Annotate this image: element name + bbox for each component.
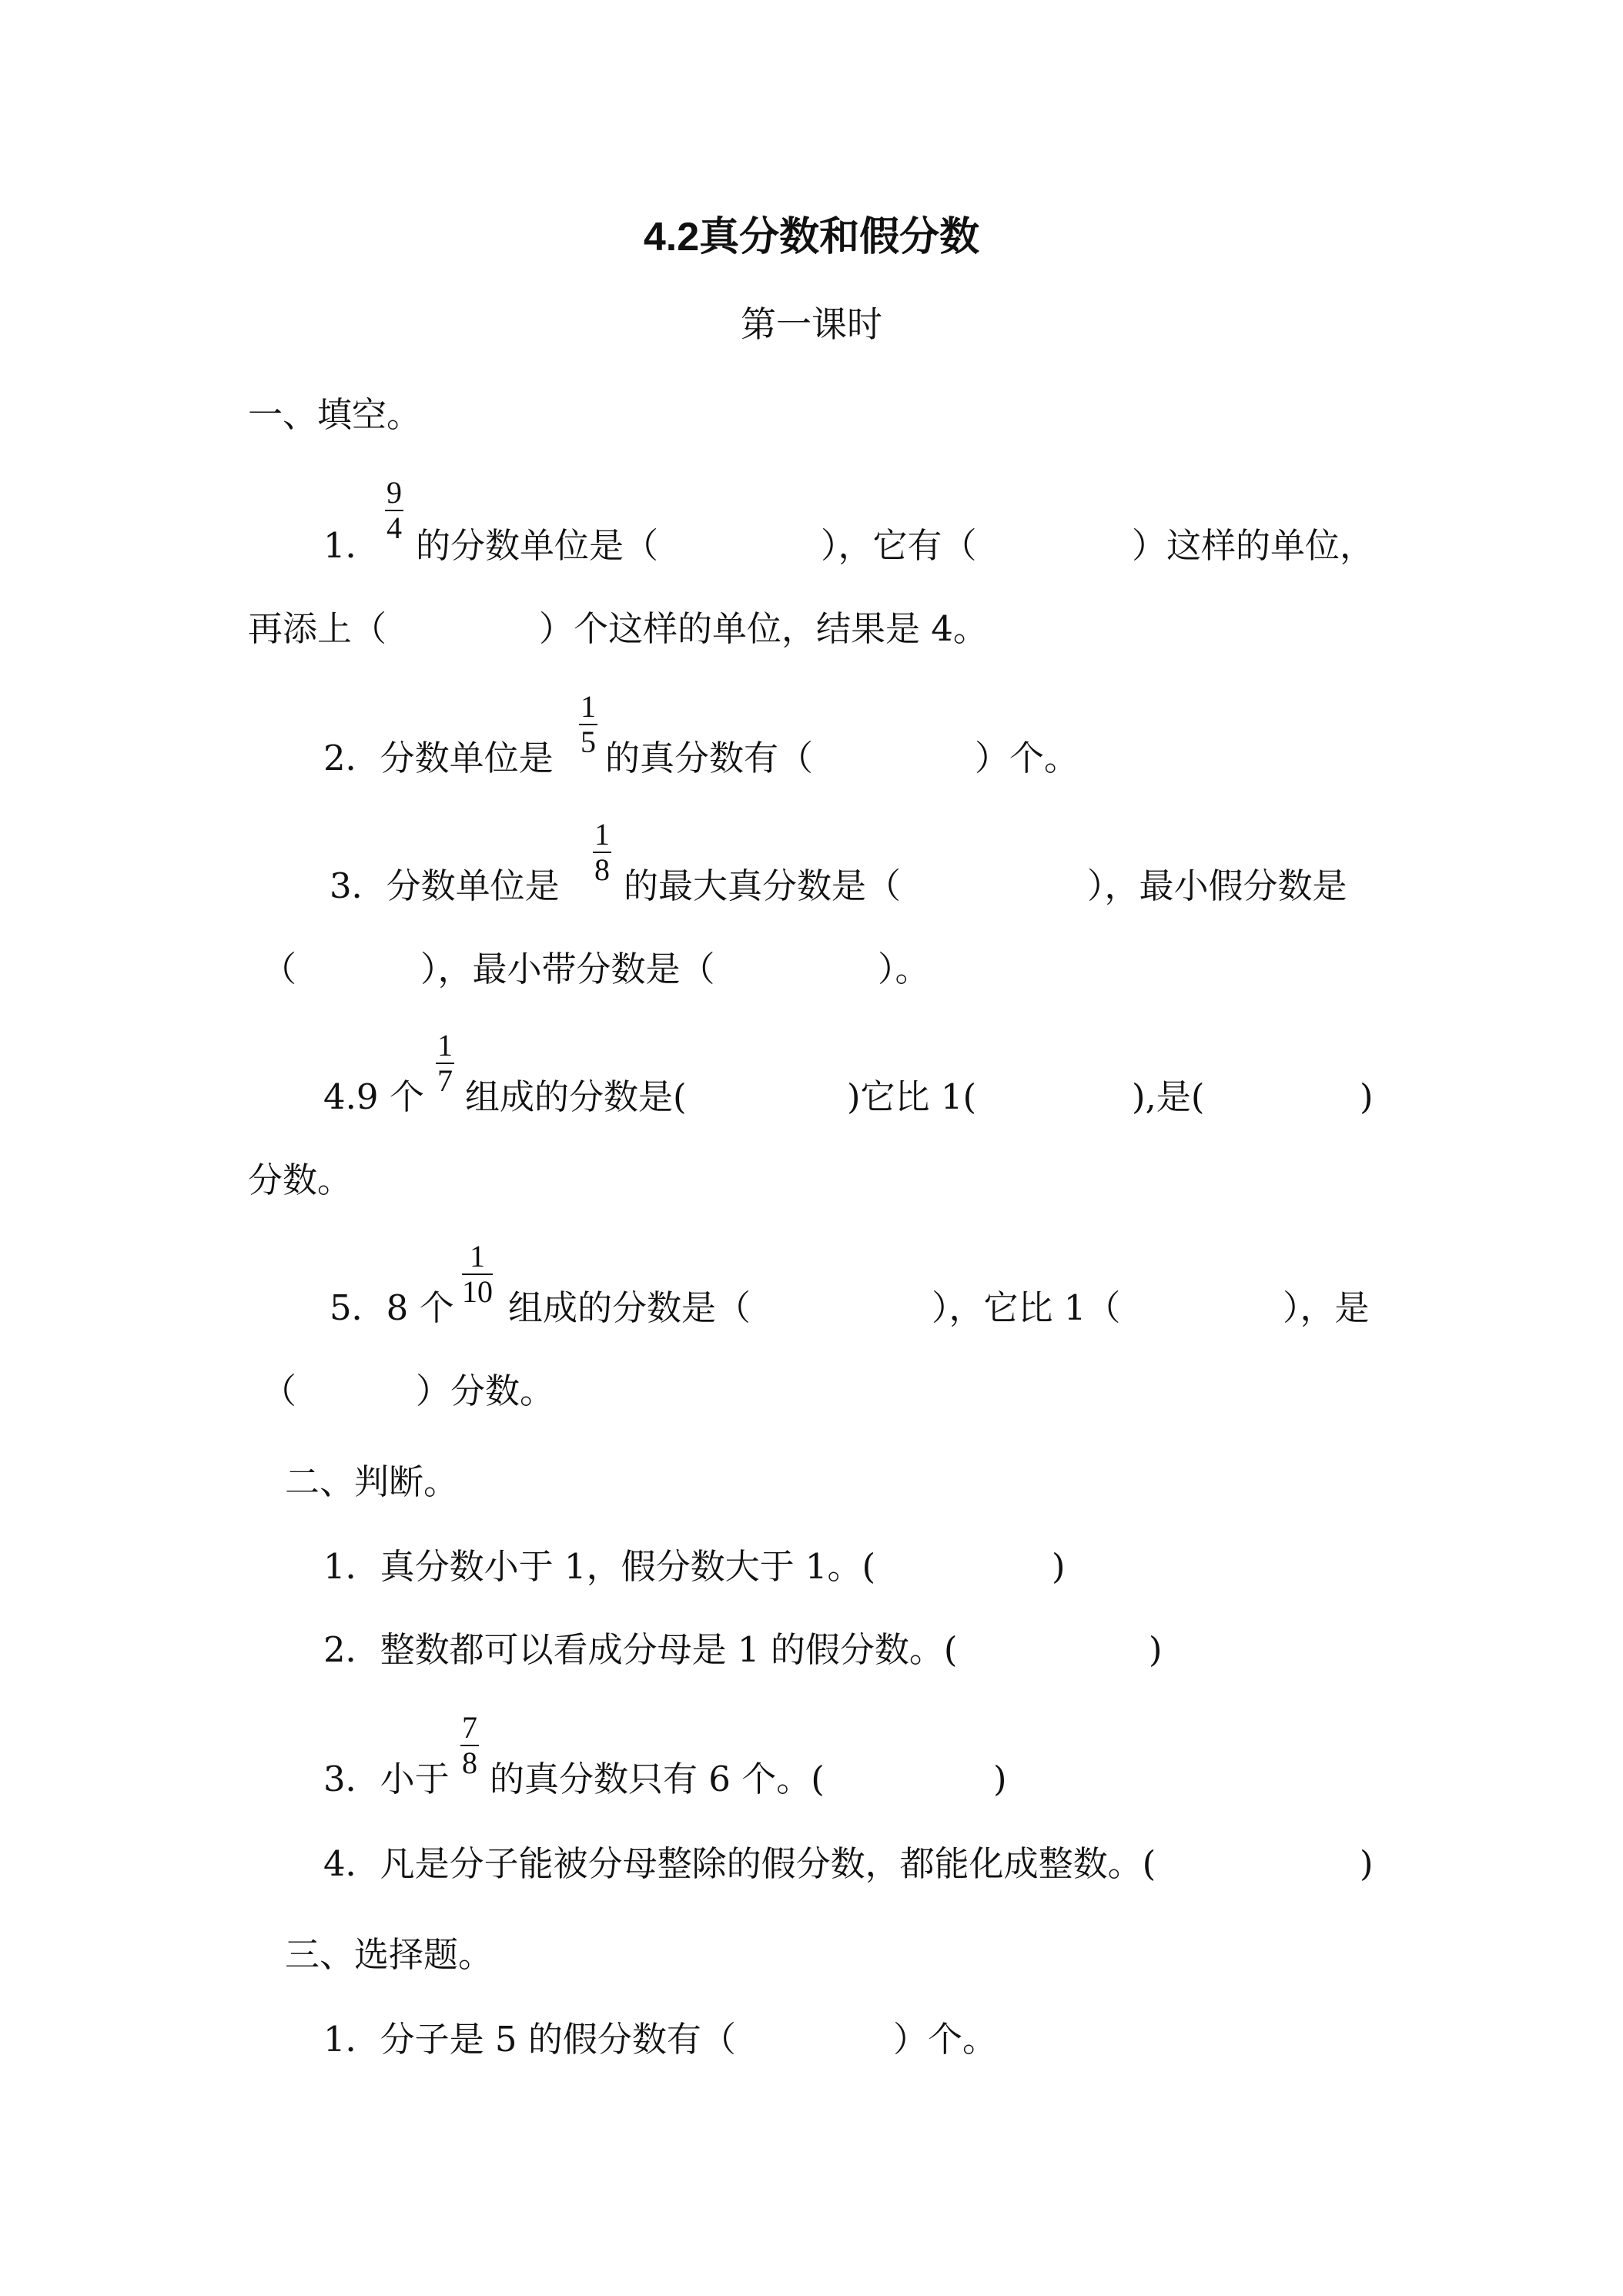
question-text: ）个。 [975,738,1079,778]
fraction-numerator: 1 [581,689,596,724]
fraction-1-5 [579,691,597,758]
question-text: 分数。 [248,1160,353,1200]
question-text: ) [1052,1546,1066,1587]
question-text: 3．分数单位是 [330,865,560,906]
question-text: 的分数单位是（ [416,525,659,566]
question-text: 组成的分数是（ [508,1287,751,1328]
section-heading: 三、选择题。 [285,1934,494,1975]
fraction-numerator: 1 [470,1239,485,1274]
question-text: 的真分数只有 6 个。( [490,1759,825,1799]
question-text: ) [1149,1629,1163,1670]
fraction-numerator: 1 [437,1028,453,1063]
fraction-denominator: 10 [462,1274,493,1309]
question-text: 的真分数有（ [605,738,814,778]
question-text: ),是( [1132,1076,1205,1117]
question-1-number: 1． [323,525,380,566]
question-text: （ [262,949,297,989]
question-text: 3．小于 [323,1759,450,1799]
question-text: 的最大真分数是（ [624,865,902,906]
fraction-numerator: 9 [387,475,402,510]
question-text: ) [993,1759,1007,1799]
question-text: 4．凡是分子能被分母整除的假分数，都能化成整数。( [323,1843,1156,1884]
question-text: 2．整数都可以看成分母是 1 的假分数。( [323,1629,958,1670]
question-text: 1．分子是 5 的假分数有（ [323,2019,736,2060]
question-text: （ [262,1371,297,1411]
page-title: 4.2真分数和假分数 [643,215,980,259]
question-text: ) [1360,1843,1374,1884]
fraction-1-7 [436,1030,454,1096]
section-heading: 一、填空。 [248,394,422,435]
question-text: )它比 1( [847,1076,977,1117]
question-text: ），最小假分数是 [1087,865,1347,906]
question-text: 5．8 个 [330,1287,454,1328]
fraction-denominator: 5 [581,725,596,759]
question-text: ）个这样的单位，结果是 4。 [539,608,988,649]
question-text: ）分数。 [416,1371,555,1411]
fraction-denominator: 4 [387,510,402,545]
question-text: ），是 [1283,1287,1370,1328]
question-text: ）。 [878,949,930,989]
question-text: ) [1360,1076,1374,1117]
question-text: 4.9 个 [323,1076,424,1117]
question-text: 1．真分数小于 1，假分数大于 1。( [323,1546,876,1587]
question-text: ），它比 1（ [932,1287,1121,1328]
fraction-1-10 [462,1241,493,1307]
page-subtitle: 第一课时 [741,303,882,345]
fraction-denominator: 8 [594,852,610,887]
question-text: ），最小带分数是（ [420,949,715,989]
fraction-9-4 [385,477,403,544]
question-text: ），它有（ [821,525,977,566]
section-heading: 二、判断。 [285,1461,459,1502]
question-text: ）这样的单位， [1132,525,1375,566]
fraction-numerator: 7 [462,1710,477,1745]
fraction-denominator: 7 [437,1063,453,1098]
question-text: ）个。 [893,2019,998,2060]
question-text: 再添上（ [248,608,387,649]
fraction-denominator: 8 [462,1745,477,1780]
question-text: 组成的分数是( [465,1076,687,1117]
fraction-1-8 [593,819,611,885]
question-text: 2．分数单位是 [323,738,554,778]
fraction-7-8 [460,1712,479,1779]
fraction-numerator: 1 [594,817,610,852]
